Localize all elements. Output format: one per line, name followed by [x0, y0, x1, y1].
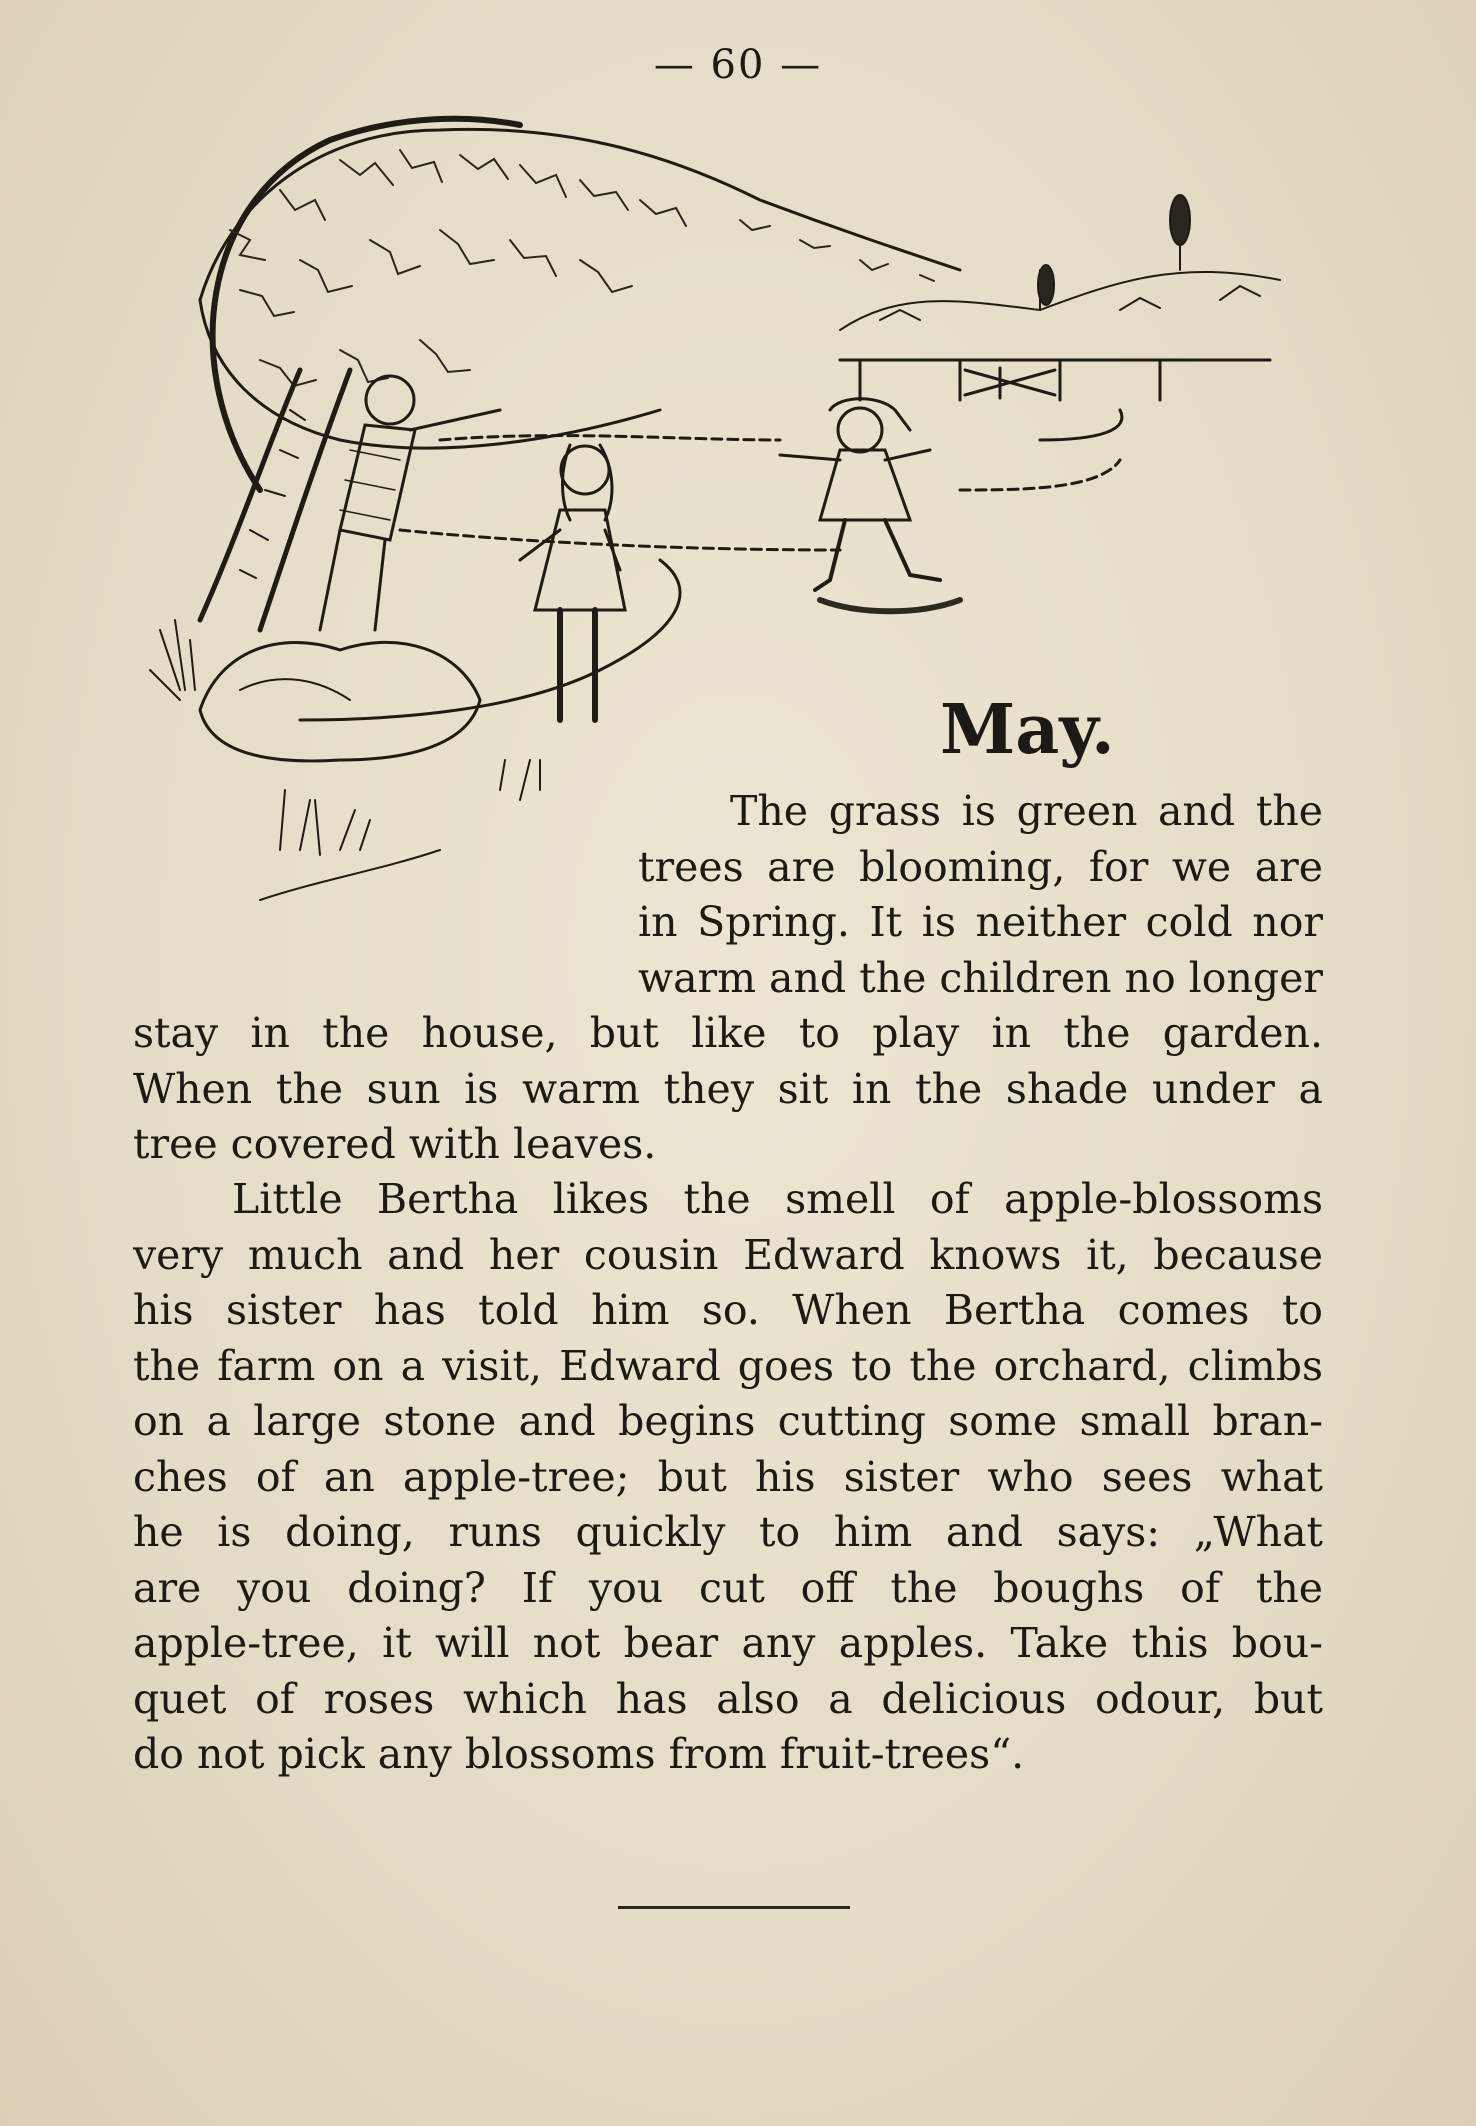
paragraph-line: his sister has told him so. When Bertha comes to — [133, 1286, 1323, 1334]
paragraph-line: ches of an apple-tree; but his sister who sees what — [133, 1452, 1323, 1501]
boy-figure — [320, 376, 500, 630]
distant-trees — [840, 195, 1280, 330]
paragraph-line: on a large stone and begins cutting some small bran- — [133, 1397, 1323, 1445]
standing-girl-figure — [520, 445, 625, 720]
canopy-texture — [230, 150, 934, 386]
paragraph-line: are you doing? If you cut off the boughs of the — [133, 1563, 1323, 1612]
paragraph-line: he is doing, runs quickly to him and says: „What — [133, 1508, 1323, 1556]
lawn-border — [300, 410, 1122, 720]
paragraph-line: very much and her cousin Edward knows it, because — [133, 1230, 1323, 1279]
paragraph-line: Little Bertha likes the smell of apple-blossoms — [232, 1175, 1323, 1223]
paragraph-line: quet of roses which has also a delicious odour, but — [133, 1674, 1323, 1723]
paragraph-line: in Spring. It is neither cold nor — [638, 898, 1323, 946]
paragraph-line: trees are blooming, for we are — [638, 842, 1323, 891]
running-girl-figure — [780, 399, 960, 612]
paragraph-line: the farm on a visit, Edward goes to the orchard, climbs — [133, 1341, 1323, 1390]
chapter-title: May. — [940, 690, 1115, 770]
paragraph-line: apple-tree, it will not bear any apples. Take this bou- — [133, 1619, 1323, 1667]
garden-path — [400, 436, 1120, 550]
paragraph-line: warm and the children no longer — [638, 953, 1323, 1002]
distant-fence — [840, 360, 1270, 400]
paragraph-line: do not pick any blossoms from fruit-trees“. — [133, 1730, 1025, 1778]
page-number: — 60 — — [653, 42, 823, 88]
end-divider — [618, 1906, 850, 1909]
paragraph-line: stay in the house, but like to play in the garden. — [133, 1009, 1323, 1057]
paragraph-2 — [133, 1172, 1323, 1783]
paragraph-line: tree covered with leaves. — [133, 1120, 657, 1168]
paragraph-line: The grass is green and the — [730, 787, 1323, 835]
paragraph-line: When the sun is warm they sit in the shade under a — [133, 1064, 1323, 1113]
paragraph-1 — [133, 784, 1323, 1173]
circle-frame — [213, 119, 520, 490]
